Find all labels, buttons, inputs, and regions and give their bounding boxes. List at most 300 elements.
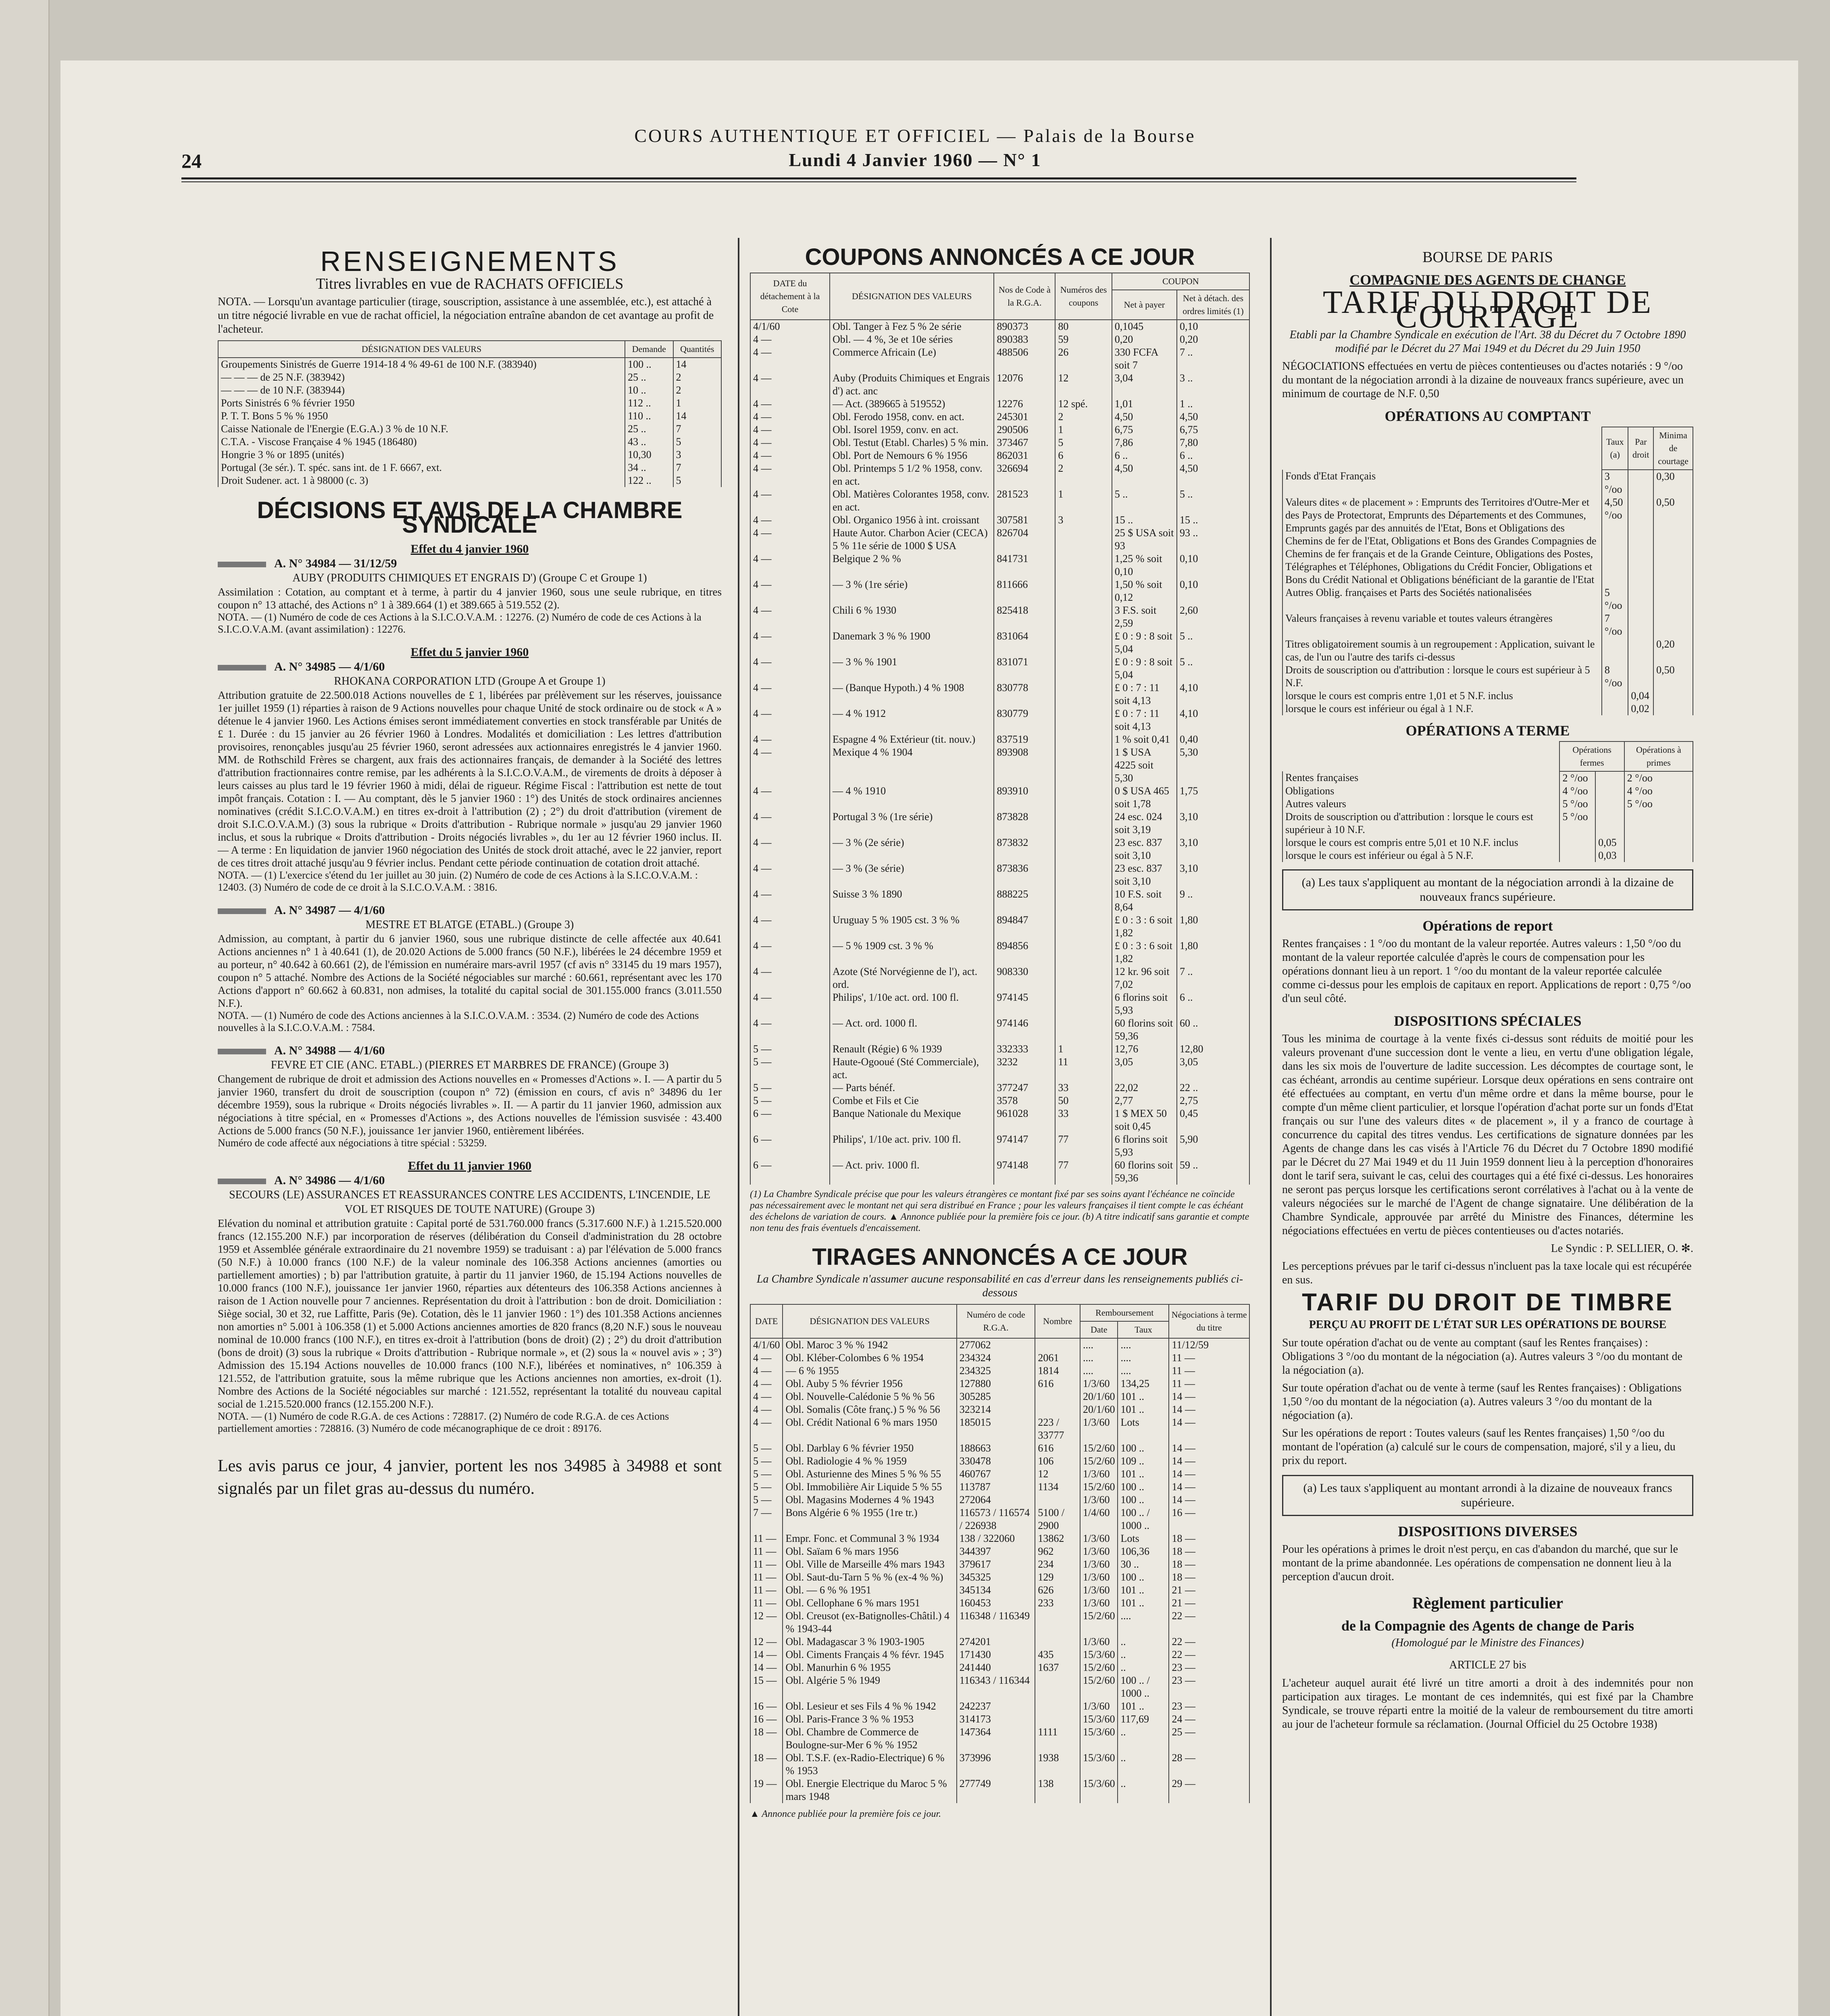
tirage-row-code: 379617 <box>957 1558 1035 1571</box>
coupon-row-num: 1 <box>1055 1043 1112 1056</box>
rachat-row-q: 2 <box>673 371 721 384</box>
tirage-row-rd: 15/2/60 <box>1080 1674 1118 1700</box>
col-fermes: Opérations fermes <box>1559 741 1624 771</box>
coupon-row-det: 5,30 <box>1177 746 1249 785</box>
filet-gras-bar <box>218 1049 266 1054</box>
avis-text: Changement de rubrique de droit et admission des Actions nouvelles en « Promesses d'Actions ». I. — A partir du 5 janvier 1960, transfert du droit de souscription (coupon n° 72) (émission en cours, cf avis n° 34896 du 1er décembre 1959), sous la rubrique « Droits négociés livrables ». II. — A partir du 11 janvier 1960, admission aux négociations à titre spécial, en « Promesses d'Actions », des Actions nouvelles de l'émission susvisée : 43.400 Actions de 5.000 francs (50 N.F.), jouissance 1er janvier 1960, entièrement libérées. <box>218 1073 722 1137</box>
terme-row-l: lorsque le cours est compris entre 5,01 et 10 N.F. inclus <box>1282 836 1559 849</box>
coupon-row-net: £ 0 : 7 : 11 soit 4,13 <box>1112 681 1177 707</box>
tirage-row-t: .... <box>1118 1610 1169 1635</box>
tirage-row-date: 7 — <box>750 1506 783 1532</box>
tirage-row-n: 1134 <box>1035 1481 1080 1493</box>
coupon-row-code: 245301 <box>994 410 1055 423</box>
column-divider-1 <box>738 238 739 2016</box>
comptant-row-l: Droits de souscription ou d'attribution : lorsque le cours est supérieur à 5 N.F. <box>1282 664 1602 689</box>
coupon-row-num <box>1055 836 1112 862</box>
tirage-row-n: 138 <box>1035 1777 1080 1803</box>
coupon-row-code: 831071 <box>994 656 1055 681</box>
coupon-row-date: 4 — <box>750 398 830 410</box>
coupon-row <box>750 733 1249 746</box>
avis-number: A. N° 34988 — 4/1/60 <box>274 1044 385 1057</box>
tirage-row-neg: 29 — <box>1169 1777 1249 1803</box>
tirage-row-neg: 23 — <box>1169 1674 1249 1700</box>
coupon-row-num <box>1055 552 1112 578</box>
tirage-row-code: 147364 <box>957 1726 1035 1752</box>
coupon-row <box>750 488 1249 514</box>
coupon-row-num: 12 spé. <box>1055 398 1112 410</box>
tirage-row-neg: 14 — <box>1169 1493 1249 1506</box>
tirage-row-n <box>1035 1700 1080 1713</box>
coupon-row <box>750 1043 1249 1056</box>
tirage-row <box>750 1597 1249 1610</box>
col-date: DATE du détachement à la Cote <box>750 273 830 320</box>
coupon-row-date: 4 — <box>750 436 830 449</box>
coupon-row-date: 4 — <box>750 604 830 630</box>
tirage-row <box>750 1584 1249 1597</box>
tirage-row-neg: 25 — <box>1169 1726 1249 1752</box>
rachat-row-q: 5 <box>673 474 721 487</box>
tirage-row-des: Obl. Chambre de Commerce de Boulogne-sur-Mer 6 % % 1952 <box>783 1726 956 1752</box>
renseignements-note: NOTA. — Lorsqu'un avantage particulier (tirage, souscription, assistance à une assemblée, etc.), est attaché à un titre négocié livrable en vue de rachat officiel, la négociation entraîne abandon de cet avantage au profit de l'acheteur. <box>218 296 714 335</box>
coupon-row-det: 4,10 <box>1177 681 1249 707</box>
coupon-row-det: 1,80 <box>1177 914 1249 939</box>
tirage-row-des: Obl. Maroc 3 % % 1942 <box>783 1338 956 1352</box>
rachat-row-d: Groupements Sinistrés de Guerre 1914-18 4 % 49-61 de 100 N.F. (383940) <box>218 358 625 371</box>
coupon-row-des: Haute Autor. Charbon Acier (CECA) 5 % 11e série de 1000 $ USA <box>830 527 994 552</box>
tirage-row-rd: 1/3/60 <box>1080 1532 1118 1545</box>
coupon-row-net: 25 $ USA soit 93 <box>1112 527 1177 552</box>
coupon-row-date: 4 — <box>750 746 830 785</box>
comptant-row-d <box>1628 496 1653 586</box>
timbre-box-note: (a) Les taux s'appliquent au montant arrondi à la dizaine de nouveaux francs supérieure. <box>1282 1475 1693 1516</box>
terme-row <box>1282 798 1693 810</box>
coupon-row-num: 50 <box>1055 1094 1112 1107</box>
terme-row-l: Obligations <box>1282 785 1559 798</box>
coupon-row-num: 80 <box>1055 320 1112 333</box>
coupon-row-des: Combe et Fils et Cie <box>830 1094 994 1107</box>
tirage-row-t: Lots <box>1118 1532 1169 1545</box>
header-title: COURS AUTHENTIQUE ET OFFICIEL — Palais de la Bourse <box>634 125 1196 146</box>
coupon-row <box>750 1081 1249 1094</box>
terme-row <box>1282 849 1693 862</box>
col-rdate: Date <box>1080 1321 1118 1338</box>
terme-row-p: 4 °/oo <box>1624 785 1693 798</box>
tirage-row-code: 272064 <box>957 1493 1035 1506</box>
avis-number: A. N° 34985 — 4/1/60 <box>274 660 385 673</box>
coupon-row-net: 7,86 <box>1112 436 1177 449</box>
tirage-row-rd: 1/3/60 <box>1080 1545 1118 1558</box>
tirage-row-code: 274201 <box>957 1635 1035 1648</box>
report-text: Rentes françaises : 1 °/oo du montant de la valeur reportée. Autres valeurs : 1,50 °/oo du montant de la valeur reportée calculée d'après le cours de compensation pour les opérations donnant lieu à un report. 1 °/oo du montant de la valeur reportée calculée comme ci-dessus pour les emplois de capitaux en report. Applications de report : 0,75 °/oo d'un seul côté. <box>1282 937 1691 1005</box>
coupon-row-det: 6 .. <box>1177 991 1249 1017</box>
tirages-title: TIRAGES ANNONCÉS A CE JOUR <box>812 1244 1188 1270</box>
coupon-row-date: 4/1/60 <box>750 320 830 333</box>
coupon-row <box>750 346 1249 372</box>
rachat-row-p: 25 .. <box>625 371 673 384</box>
tirage-row-des: Obl. Crédit National 6 % mars 1950 <box>783 1416 956 1442</box>
terme-row-p <box>1624 849 1693 862</box>
tirage-row-code: 345134 <box>957 1584 1035 1597</box>
coupons-table <box>750 273 1250 1185</box>
left-column <box>218 246 722 1500</box>
coupon-row-date: 4 — <box>750 423 830 436</box>
coupon-row-code: 326694 <box>994 462 1055 488</box>
tirage-row-rd: 15/3/60 <box>1080 1777 1118 1803</box>
coupon-row <box>750 1133 1249 1159</box>
coupon-row-net: 24 esc. 024 soit 3,19 <box>1112 810 1177 836</box>
terme-row-l: Rentes françaises <box>1282 771 1559 785</box>
avis-societe: MESTRE ET BLATGE (ETABL.) (Groupe 3) <box>365 918 574 931</box>
coupon-row-des: Obl. Organico 1956 à int. croissant <box>830 514 994 527</box>
coupon-row-code: 290506 <box>994 423 1055 436</box>
coupon-row-num <box>1055 656 1112 681</box>
coupon-row-des: — 3 % % 1901 <box>830 656 994 681</box>
tirage-row-code: 116343 / 116344 <box>957 1674 1035 1700</box>
col-primes: Opérations à primes <box>1624 741 1693 771</box>
coupon-row-det: 3 .. <box>1177 372 1249 398</box>
tirage-row-date: 11 — <box>750 1571 783 1584</box>
coupon-row-det: 60 .. <box>1177 1017 1249 1043</box>
coupon-row-date: 5 — <box>750 1043 830 1056</box>
col-negoc: Négociations à terme du titre <box>1169 1304 1249 1338</box>
coupon-row-num: 2 <box>1055 410 1112 423</box>
coupon-row-code: 3232 <box>994 1056 1055 1081</box>
coupon-row-date: 6 — <box>750 1133 830 1159</box>
tirage-row-n <box>1035 1338 1080 1352</box>
coupon-row-det: 0,10 <box>1177 320 1249 333</box>
coupon-row-num <box>1055 746 1112 785</box>
tirage-row-t: 101 .. <box>1118 1390 1169 1403</box>
coupon-row-net: 1 $ MEX 50 soit 0,45 <box>1112 1107 1177 1133</box>
avis-number: A. N° 34984 — 31/12/59 <box>274 557 397 570</box>
tirage-row-code: 277062 <box>957 1338 1035 1352</box>
coupon-row-num: 11 <box>1055 1056 1112 1081</box>
tirage-row-rd: 15/2/60 <box>1080 1610 1118 1635</box>
timbre-title: TARIF DU DROIT DE TIMBRE <box>1302 1289 1674 1316</box>
rachat-row <box>218 384 721 397</box>
rachat-row-p: 25 .. <box>625 423 673 435</box>
rachat-row-q: 14 <box>673 358 721 371</box>
tirage-row-date: 18 — <box>750 1726 783 1752</box>
coupon-row-des: Obl. — 4 %, 3e et 10e séries <box>830 333 994 346</box>
avis-societe: RHOKANA CORPORATION LTD (Groupe A et Groupe 1) <box>334 675 606 687</box>
coupon-row-num <box>1055 862 1112 888</box>
terme-row-l: lorsque le cours est inférieur ou égal à 5 N.F. <box>1282 849 1559 862</box>
tirage-row-code: 138 / 322060 <box>957 1532 1035 1545</box>
coupon-row <box>750 462 1249 488</box>
tirage-row-rd: 1/3/60 <box>1080 1571 1118 1584</box>
rachat-row-p: 110 .. <box>625 410 673 423</box>
coupon-row-net: 2,77 <box>1112 1094 1177 1107</box>
comptant-row <box>1282 702 1693 715</box>
reglement-homologue: (Homologué par le Ministre des Finances) <box>1391 1637 1584 1649</box>
coupon-row-des: Banque Nationale du Mexique <box>830 1107 994 1133</box>
avis-nota: NOTA. — (1) Numéro de code R.G.A. de ces Actions : 728817. (2) Numéro de code R.G.A. de ces Actions partiellement amorties : 728816. (3) Numéro de code mécanographique de ce droit : 89176. <box>218 1410 669 1434</box>
coupon-row-net: 22,02 <box>1112 1081 1177 1094</box>
coupon-row-num: 6 <box>1055 449 1112 462</box>
coupon-row <box>750 423 1249 436</box>
coupon-row-det: 15 .. <box>1177 514 1249 527</box>
coupon-row-date: 4 — <box>750 333 830 346</box>
tirage-row <box>750 1610 1249 1635</box>
tirage-row-date: 5 — <box>750 1442 783 1455</box>
tirage-row-neg: 11 — <box>1169 1364 1249 1377</box>
coupon-row-net: 1,25 % soit 0,10 <box>1112 552 1177 578</box>
avis-block <box>218 645 722 893</box>
comptant-row <box>1282 689 1693 702</box>
coupon-row-det: 5 .. <box>1177 630 1249 656</box>
coupon-row <box>750 707 1249 733</box>
tirage-row-neg: 18 — <box>1169 1532 1249 1545</box>
coupon-row-det: 2,75 <box>1177 1094 1249 1107</box>
coupon-row-code: 281523 <box>994 488 1055 514</box>
coupon-row-des: Obl. Printemps 5 1/2 % 1958, conv. en act. <box>830 462 994 488</box>
coupon-row-code: 873832 <box>994 836 1055 862</box>
final-notice: Les avis parus ce jour, 4 janvier, portent les nos 34985 à 34988 et sont signalés par un filet gras au-dessus du numéro. <box>218 1457 722 1498</box>
avis-text: Attribution gratuite de 22.500.018 Actions nouvelles de £ 1, libérées par prélèvement sur les réserves, jouissance 1er juillet 1959 (1) réparties à raison de 9 Actions nouvelles pour chaque Unité de stock ordinaire ou de stock « A » détenue le 4 janvier 1960. Les Actions émises seront immédiatement converties en stock transférable par Unités de £ 1. Durée : du 15 janvier au 26 février 1960 à Londres. Modalités et domiciliation : Les lettres d'attribution provisoires, renonçables jusqu'au 25 février 1960, seront adressées aux actionnaires enregistrés le 4 janvier 1960. MM. de Rothschild Frères se chargent, aux frais des actionnaires français, de demander à la Société des lettres d'attribution fractionnaires contre remise, par les adhérents à la S.I.C.O.V.A.M., de virements de droits à déposer à leurs caisses au plus tard le 19 février 1960 à midi, délai de rigueur. Régime Fiscal : l'attribution est nette de tout impôt français. Cotation : I. — Au comptant, dès le 5 janvier 1960 : 1°) des Unités de stock ordinaires anciennes nominatives (crédit S.I.C.O.V.A.M.) en titres ex-droit à l'attribution (2) ; 2°) du droit d'attribution (virement de droit S.I.C.O.V.A.M.) (3) sous la rubrique « Droits d'attribution - Rubrique normale » jusqu'au 29 janvier 1960 inclus, et sous la rubrique « Droits d'attribution - Droits négociés livrables », du 1er au 12 février 1960 inclus. II. — A terme : En liquidation de janvier 1960 négociation des Unités de stock droit attaché, avec le 22 janvier, report de ces titres droit attaché jusqu'au 9 février inclus. Pendant cette période continuation de cotation droit attaché. <box>218 689 722 869</box>
tirage-row-neg: 14 — <box>1169 1390 1249 1403</box>
negociations-text: NÉGOCIATIONS effectuées en vertu de pièces contentieuses ou d'actes notariés : 9 °/oo du montant de la négociation arrondi à la dizaine de nouveaux francs supérieure, avec un minimum de courtage de N.F. 0,50 <box>1282 360 1684 400</box>
terme-row-p <box>1624 810 1693 836</box>
coupon-row-net: 0,1045 <box>1112 320 1177 333</box>
coupon-row <box>750 914 1249 939</box>
comptant-table <box>1282 427 1693 715</box>
tirage-row-neg: 23 — <box>1169 1661 1249 1674</box>
tirage-row-code: 185015 <box>957 1416 1035 1442</box>
coupon-row-net: £ 0 : 9 : 8 soit 5,04 <box>1112 656 1177 681</box>
tirage-row-t: .. <box>1118 1635 1169 1648</box>
tirage-row-rd: 15/2/60 <box>1080 1661 1118 1674</box>
compagnie-label: COMPAGNIE DES AGENTS DE CHANGE <box>1349 272 1626 288</box>
coupon-row-code: 841731 <box>994 552 1055 578</box>
tirage-row-rd: 1/4/60 <box>1080 1506 1118 1532</box>
comptant-row-d <box>1628 664 1653 689</box>
tirage-row <box>750 1455 1249 1468</box>
avis-header <box>218 1043 722 1058</box>
coupon-row-net: 4,50 <box>1112 410 1177 423</box>
coupon-row-net: 23 esc. 837 soit 3,10 <box>1112 836 1177 862</box>
coupon-row-det: 0,40 <box>1177 733 1249 746</box>
comptant-row-m <box>1653 586 1693 612</box>
tirage-row-rd: 15/3/60 <box>1080 1726 1118 1752</box>
tirage-row-date: 5 — <box>750 1481 783 1493</box>
middle-column <box>750 246 1250 1825</box>
coupon-row-date: 4 — <box>750 939 830 965</box>
tirage-row <box>750 1338 1249 1352</box>
tirages-note: ▲ Annonce publiée pour la première fois ce jour. <box>750 1809 941 1819</box>
coupon-row-date: 4 — <box>750 681 830 707</box>
tirage-row <box>750 1403 1249 1416</box>
tirage-row <box>750 1571 1249 1584</box>
tirage-row-des: Obl. Asturienne des Mines 5 % % 55 <box>783 1468 956 1481</box>
coupon-row-date: 4 — <box>750 888 830 914</box>
terme-row <box>1282 810 1693 836</box>
tirage-row-des: — 6 % 1955 <box>783 1364 956 1377</box>
tirage-row-date: 4 — <box>750 1403 783 1416</box>
coupon-row <box>750 836 1249 862</box>
tirage-row-neg: 23 — <box>1169 1700 1249 1713</box>
coupon-row-code: 307581 <box>994 514 1055 527</box>
comptant-row-t: 4,50 °/oo <box>1602 496 1628 586</box>
rachat-row <box>218 461 721 474</box>
tirage-row-neg: 21 — <box>1169 1597 1249 1610</box>
tirage-row-rd: .... <box>1080 1364 1118 1377</box>
coupon-row <box>750 578 1249 604</box>
tirage-row-n: 616 <box>1035 1442 1080 1455</box>
comptant-row <box>1282 496 1693 586</box>
comptant-row-t <box>1602 638 1628 664</box>
tirage-row-date: 4 — <box>750 1416 783 1442</box>
coupon-row-des: Obl. Testut (Etabl. Charles) 5 % min. <box>830 436 994 449</box>
tirage-row-t: 100 .. / 1000 .. <box>1118 1674 1169 1700</box>
comptant-row-d <box>1628 612 1653 638</box>
tirage-row-code: 323214 <box>957 1403 1035 1416</box>
tirage-row-date: 5 — <box>750 1493 783 1506</box>
terme-row <box>1282 785 1693 798</box>
tirage-row-neg: 28 — <box>1169 1752 1249 1777</box>
coupon-row-des: Obl. Port de Nemours 6 % 1956 <box>830 449 994 462</box>
tirage-row-t: 109 .. <box>1118 1455 1169 1468</box>
tirage-row-des: Obl. Algérie 5 % 1949 <box>783 1674 956 1700</box>
coupon-row-net: 15 .. <box>1112 514 1177 527</box>
tirage-row-t: 134,25 <box>1118 1377 1169 1390</box>
coupon-row <box>750 991 1249 1017</box>
coupon-row-code: 3578 <box>994 1094 1055 1107</box>
terme-row-t: 5 °/oo <box>1559 810 1595 836</box>
coupon-row-des: — Act. (389665 à 519552) <box>830 398 994 410</box>
tirage-row <box>750 1700 1249 1713</box>
tirage-row-des: Obl. Kléber-Colombes 6 % 1954 <box>783 1352 956 1364</box>
coupon-row-date: 4 — <box>750 733 830 746</box>
coupon-row-net: 1 % soit 0,41 <box>1112 733 1177 746</box>
coupon-row <box>750 1159 1249 1185</box>
tirage-row-des: Obl. Madagascar 3 % 1903-1905 <box>783 1635 956 1648</box>
coupon-row-date: 4 — <box>750 836 830 862</box>
terme-table <box>1282 741 1693 862</box>
rachat-row-d: — — — de 10 N.F. (383944) <box>218 384 625 397</box>
terme-row-d <box>1595 771 1624 785</box>
coupon-row-num: 59 <box>1055 333 1112 346</box>
coupon-row-code: 974147 <box>994 1133 1055 1159</box>
coupon-row-num <box>1055 991 1112 1017</box>
coupon-row-num <box>1055 733 1112 746</box>
coupon-row-code: 873836 <box>994 862 1055 888</box>
tirage-row-des: Obl. Nouvelle-Calédonie 5 % % 56 <box>783 1390 956 1403</box>
tirage-row-n: 129 <box>1035 1571 1080 1584</box>
tirage-row-date: 19 — <box>750 1777 783 1803</box>
comptant-row-t: 5 °/oo <box>1602 586 1628 612</box>
avis-effet: Effet du 4 janvier 1960 <box>410 542 529 556</box>
tirage-row-date: 14 — <box>750 1648 783 1661</box>
terme-row-t <box>1559 849 1595 862</box>
coupon-row-code: 830779 <box>994 707 1055 733</box>
coupon-row-code: 862031 <box>994 449 1055 462</box>
avis-societe: SECOURS (LE) ASSURANCES ET REASSURANCES CONTRE LES ACCIDENTS, L'INCENDIE, LE VOL ET RISQUES DE TOUTE NATURE) (Groupe 3) <box>229 1189 710 1216</box>
col-demande: Demande <box>625 341 673 358</box>
coupon-row-det: 3,10 <box>1177 810 1249 836</box>
tirage-row-des: Obl. Manurhin 6 % 1955 <box>783 1661 956 1674</box>
coupon-row-date: 4 — <box>750 552 830 578</box>
tirage-row-neg: 14 — <box>1169 1481 1249 1493</box>
tirage-row-des: Obl. Ciments Français 4 % févr. 1945 <box>783 1648 956 1661</box>
coupon-row-net: 1 $ USA 4225 soit 5,30 <box>1112 746 1177 785</box>
tirage-row-des: Obl. Somalis (Côte franç.) 5 % % 56 <box>783 1403 956 1416</box>
tirage-row-code: 373996 <box>957 1752 1035 1777</box>
tirage-row <box>750 1558 1249 1571</box>
coupon-row-num <box>1055 939 1112 965</box>
coupon-row-date: 4 — <box>750 810 830 836</box>
tirage-row-t: .. <box>1118 1661 1169 1674</box>
tirage-row-des: Obl. Lesieur et ses Fils 4 % % 1942 <box>783 1700 956 1713</box>
syndic-signature: Le Syndic : P. SELLIER, O. ✻. <box>1551 1242 1693 1255</box>
coupon-row-net: 12,76 <box>1112 1043 1177 1056</box>
coupon-row-net: 60 florins soit 59,36 <box>1112 1159 1177 1185</box>
tirage-row-neg: 11 — <box>1169 1352 1249 1364</box>
comptant-row-l: Valeurs dites « de placement » : Emprunts des Territoires d'Outre-Mer et des Pays de Protectorat, Emprunts des Départements et des Communes, Emprunts gagés par des annuités de l'Etat, Bons et Obligations des Chemins de fer de l'Etat, Obligations et Bons des Grandes Compagnies de Chemins de fer français et de la Grande Ceinture, Obligations des Postes, Télégraphes et Téléphones, Obligations du Crédit Foncier, Obligations et Bons du Crédit National et Obligations bénéficiant de la garantie de l'Etat <box>1282 496 1602 586</box>
terme-row-t: 2 °/oo <box>1559 771 1595 785</box>
coupon-row-code: 830778 <box>994 681 1055 707</box>
coupon-row-des: Belgique 2 % % <box>830 552 994 578</box>
renseignements-subtitle: Titres livrables en vue de RACHATS OFFICIELS <box>316 275 624 292</box>
dispositions-text: Tous les minima de courtage à la vente fixés ci-dessus sont réduits de moitié pour les valeurs provenant d'une succession dont le vente a lieu, en vertu d'une obligation légale, dans les six mois de l'ouverture de ladite succession. Les décomptes de courtage sont, le cas échéant, arrondis au centime supérieur. Lorsque deux opérations en sens contraire ont été effectuées au comptant, en vertu d'un même ordre et dans la même bourse, pour le compte d'un même client particulier, et lorsque l'opération d'achat porte sur un fonds d'Etat français ou sur l'une des valeurs dites « de placement », il y a franco de courtage à concurrence du capital des titres vendus. Les certifications de signature données par les Agents de change dans les cas visés à l'Article 76 du Décret du 7 Octobre 1890 modifié par le Décret du 27 Mai 1949 et du 11 Juin 1959 donnent lieu à la perception d'honoraires dont le tarif sera, suivant le cas, celui des courtages qui a été fixé ci-dessus. Les honoraires ne seront pas perçus lorsque les certifications seront corrélatives à l'achat ou à la vente de valeurs négociées sur le marché de l'Agent de change signataire. Une délibération de la Chambre Syndicale, approuvée par arrêté du Ministre des Finances, détermine les négociations effectuées en vertu de pièces contentieuses ou d'actes notariés. <box>1282 1033 1693 1237</box>
coupon-row-net: 6 florins soit 5,93 <box>1112 1133 1177 1159</box>
comptant-row-l: Valeurs françaises à revenu variable et toutes valeurs étrangères <box>1282 612 1602 638</box>
coupon-row-net: 3,04 <box>1112 372 1177 398</box>
coupon-row-det: 5 .. <box>1177 488 1249 514</box>
coupon-row-num: 5 <box>1055 436 1112 449</box>
coupon-row <box>750 527 1249 552</box>
tirage-row-neg: 14 — <box>1169 1442 1249 1455</box>
coupon-row <box>750 681 1249 707</box>
avis-block <box>218 1043 722 1149</box>
tirage-row <box>750 1493 1249 1506</box>
coupon-row-num <box>1055 965 1112 991</box>
tirage-row-neg: 14 — <box>1169 1403 1249 1416</box>
tirage-row-n: 1814 <box>1035 1364 1080 1377</box>
coupon-row <box>750 862 1249 888</box>
rachat-row-d: Ports Sinistrés 6 % février 1950 <box>218 397 625 410</box>
coupon-row-net: 1,01 <box>1112 398 1177 410</box>
coupon-row-det: 4,50 <box>1177 462 1249 488</box>
avis-effet: Effet du 11 janvier 1960 <box>408 1159 532 1173</box>
coupon-row-des: Auby (Produits Chimiques et Engrais d') act. anc <box>830 372 994 398</box>
page-number: 24 <box>181 150 202 172</box>
coupon-row-det: 0,10 <box>1177 578 1249 604</box>
tirage-row-date: 16 — <box>750 1713 783 1726</box>
coupon-row-net: 23 esc. 837 soit 3,10 <box>1112 862 1177 888</box>
coupon-row-det: 5 .. <box>1177 656 1249 681</box>
tirage-row-t: 100 .. <box>1118 1571 1169 1584</box>
tirage-row-t: .. <box>1118 1752 1169 1777</box>
tirage-row-t: 100 .. <box>1118 1442 1169 1455</box>
coupon-row-num: 1 <box>1055 488 1112 514</box>
coupon-row-date: 4 — <box>750 914 830 939</box>
tirage-row <box>750 1468 1249 1481</box>
coupon-row-det: 12,80 <box>1177 1043 1249 1056</box>
tirage-row-rd: 20/1/60 <box>1080 1390 1118 1403</box>
coupon-row-num <box>1055 707 1112 733</box>
tirage-row-des: Obl. Immobilière Air Liquide 5 % 55 <box>783 1481 956 1493</box>
coupon-row-net: 6,75 <box>1112 423 1177 436</box>
tirage-row-t: .... <box>1118 1352 1169 1364</box>
coupon-row <box>750 630 1249 656</box>
coupon-row-date: 4 — <box>750 785 830 810</box>
filet-gras-bar <box>218 1179 266 1184</box>
tirage-row-n: 12 <box>1035 1468 1080 1481</box>
tirage-row <box>750 1674 1249 1700</box>
comptant-row <box>1282 586 1693 612</box>
dispositions-title: DISPOSITIONS SPÉCIALES <box>1394 1013 1582 1029</box>
